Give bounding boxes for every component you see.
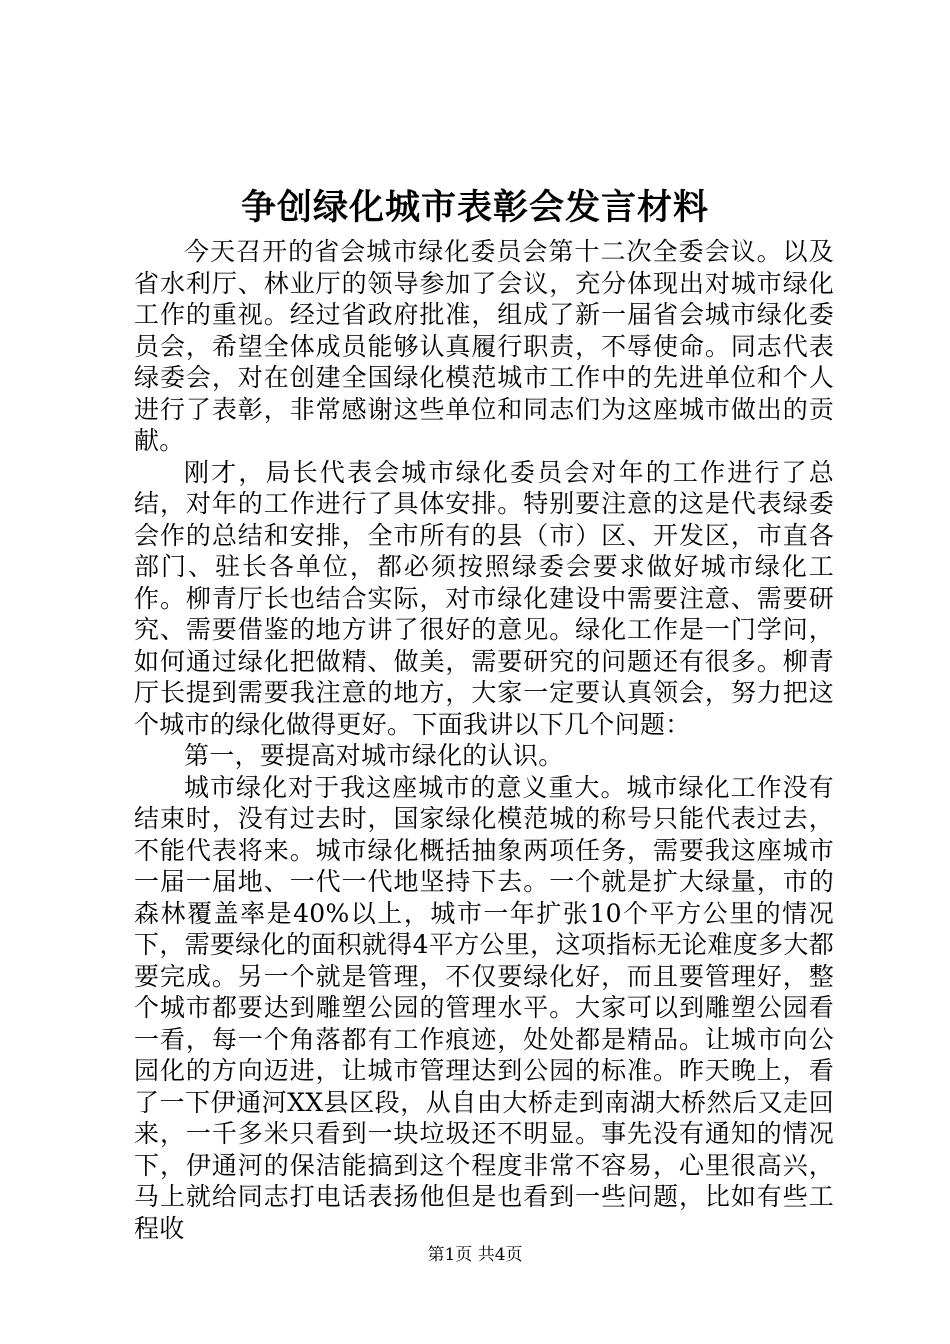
document-title: 争创绿化城市表彰会发言材料	[240, 187, 709, 228]
paragraph-greening-significance: 城市绿化对于我这座城市的意义重大。城市绿化工作没有结束时，没有过去时，国家绿化模范城的称号只能代表过去，不能代表将来。城市绿化概括抽象两项任务，需要我这座城市一届一届地、一代一代地坚持下去。一个就是扩大绿量，市的森林覆盖率是40%以上，城市一年扩张10个平方公里的情况下，需要绿化的面积就得4平方公里，这项指标无论难度多大都要完成。另一个就是管理，不仅要绿化好，而且要管理好，整个城市都要达到雕塑公园的管理水平。大家可以到雕塑公园看一看，每一个角落都有工作痕迹，处处都是精品。让城市向公园化的方向迈进，让城市管理达到公园的标准。昨天晚上，看了一下伊通河XX县区段，从自由大桥走到南湖大桥然后又走回来，一千多米只看到一块垃圾还不明显。事先没有通知的情况下，伊通河的保洁能搞到这个程度非常不容易，心里很高兴，马上就给同志打电话表扬他但是也看到一些问题，比如有些工程收	[134, 772, 834, 1243]
page-number-footer: 第1页 共4页	[427, 1245, 523, 1265]
paragraph-opening: 今天召开的省会城市绿化委员会第十二次全委会议。以及省水利厅、林业厅的领导参加了会议，充分体现出对城市绿化工作的重视。经过省政府批准，组成了新一届省会城市绿化委员会，希望全体成员能够认真履行职责，不辱使命。同志代表绿委会，对在创建全国绿化模范城市工作中的先进单位和个人进行了表彰，非常感谢这些单位和同志们为这座城市做出的贡献。	[134, 237, 834, 455]
paragraph-heading-first: 第一，要提高对城市绿化的认识。	[184, 741, 564, 770]
document-body	[134, 236, 834, 1244]
paragraph-summary: 刚才，局长代表会城市绿化委员会对年的工作进行了总结，对年的工作进行了具体安排。特别要注意的这是代表绿委会作的总结和安排，全市所有的县（市）区、开发区，市直各部门、驻长各单位，都必须按照绿委会要求做好城市绿化工作。柳青厅长也结合实际，对市绿化建设中需要注意、需要研究、需要借鉴的地方讲了很好的意见。绿化工作是一门学问，如何通过绿化把做精、做美，需要研究的问题还有很多。柳青厅长提到需要我注意的地方，大家一定要认真领会，努力把这个城市的绿化做得更好。下面我讲以下几个问题：	[134, 457, 834, 739]
